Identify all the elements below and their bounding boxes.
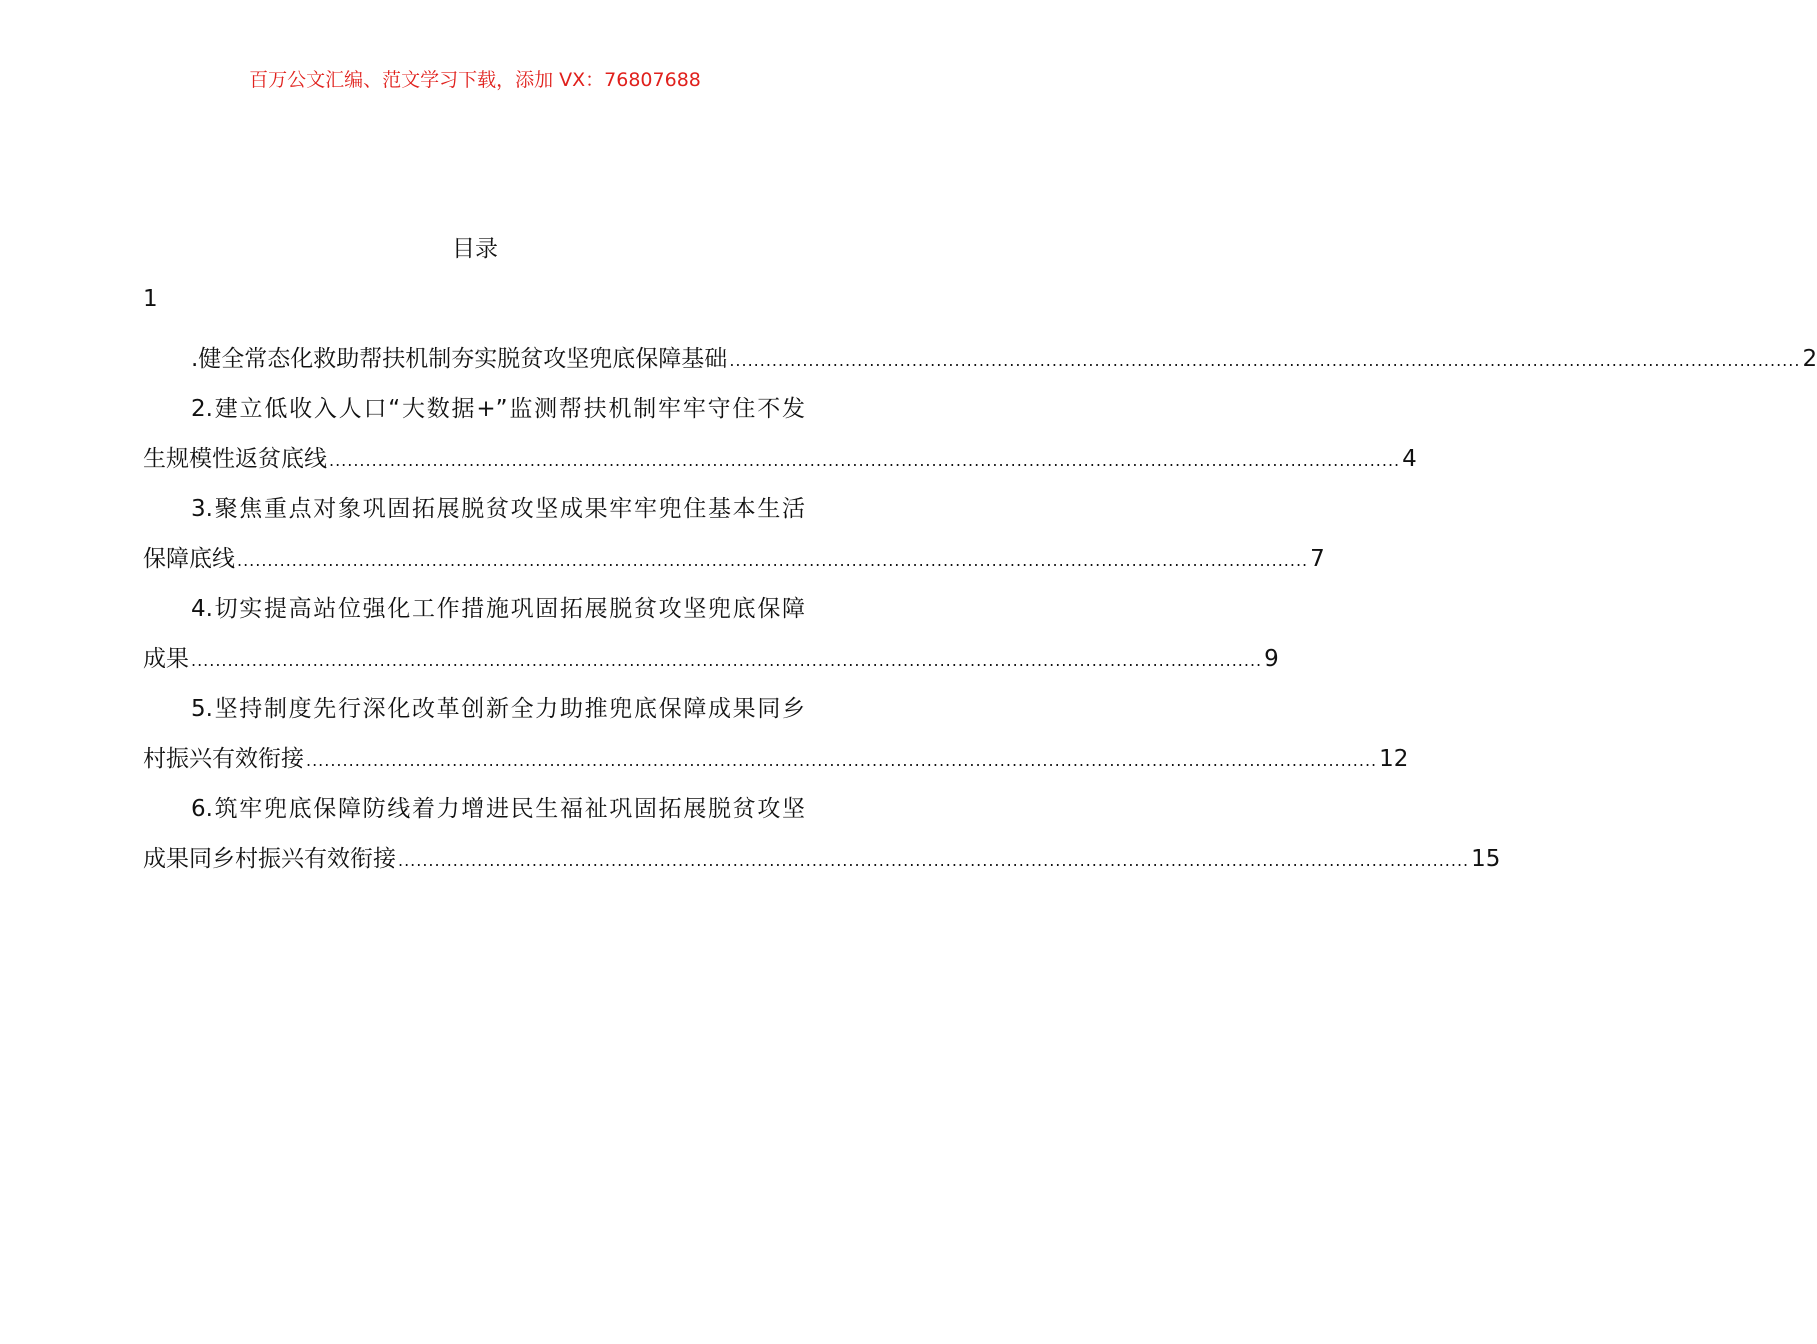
watermark-header: 百万公文汇编、范文学习下载，添加 VX：76807688 — [249, 69, 701, 91]
toc-entry-6[interactable] — [143, 782, 1501, 882]
toc-leader-dots: ................................................................................................................................................................................ — [306, 751, 1378, 770]
toc-entry-title: 2.建立低收入人口“大数据+”监测帮扶机制牢牢守住不发 — [191, 396, 805, 422]
toc-entry-line — [143, 632, 1279, 682]
toc-entry-title: 3.聚焦重点对象巩固拓展脱贫攻坚成果牢牢兜住基本生活 — [191, 496, 805, 522]
toc-entry-line — [143, 782, 805, 832]
toc-leader-dots: ................................................................................................................................................................................ — [191, 651, 1263, 670]
toc-entry-line — [143, 532, 1325, 582]
toc-entry-page: 2 — [1802, 346, 1817, 372]
toc-entry-line — [143, 332, 1817, 382]
toc-leader-dots: ................................................................................................................................................................................ — [398, 851, 1470, 870]
toc-entry-title: 5.坚持制度先行深化改革创新全力助推兜底保障成果同乡 — [191, 696, 805, 722]
toc-entry-title: 6.筑牢兜底保障防线着力增进民生福祉巩固拓展脱贫攻坚 — [191, 796, 805, 822]
toc-entry-page: 7 — [1310, 546, 1325, 572]
toc-entry-line — [143, 482, 805, 532]
toc-entry-line — [143, 432, 1417, 482]
toc-entry-1[interactable] — [143, 332, 1817, 382]
toc-entry-line — [143, 382, 805, 432]
toc-entry-page: 9 — [1264, 646, 1279, 672]
toc-entry-page: 4 — [1402, 446, 1417, 472]
toc-entry-2[interactable] — [143, 382, 1417, 482]
toc-entry-3[interactable] — [143, 482, 1325, 582]
toc-entry-page: 15 — [1471, 846, 1501, 872]
toc-entry-5[interactable] — [143, 682, 1409, 782]
toc-entry-line — [143, 832, 1501, 882]
toc-leader-dots: ................................................................................................................................................................................ — [237, 551, 1309, 570]
toc-leader-dots: ................................................................................................................................................................................ — [329, 451, 1401, 470]
table-of-contents — [143, 332, 1817, 882]
toc-entry-title: .健全常态化救助帮扶机制夯实脱贫攻坚兜底保障基础 — [191, 346, 728, 372]
toc-leader-dots: ................................................................................................................................................................................ — [729, 351, 1801, 370]
toc-entry-title-cont: 生规模性返贫底线 — [143, 446, 327, 472]
toc-entry-title-cont: 保障底线 — [143, 546, 235, 572]
toc-entry-title-cont: 成果 — [143, 646, 189, 672]
toc-entry-title: 4.切实提高站位强化工作措施巩固拓展脱贫攻坚兜底保障 — [191, 596, 805, 622]
toc-entry-line — [143, 732, 1409, 782]
toc-entry-line — [143, 582, 805, 632]
toc-entry-page: 12 — [1379, 746, 1409, 772]
toc-entry-title-cont: 村振兴有效衔接 — [143, 746, 304, 772]
toc-title: 目录 — [452, 236, 498, 262]
toc-lead-number: 1 — [143, 286, 158, 312]
toc-entry-line — [143, 682, 805, 732]
toc-entry-4[interactable] — [143, 582, 1279, 682]
toc-entry-title-cont: 成果同乡村振兴有效衔接 — [143, 846, 396, 872]
